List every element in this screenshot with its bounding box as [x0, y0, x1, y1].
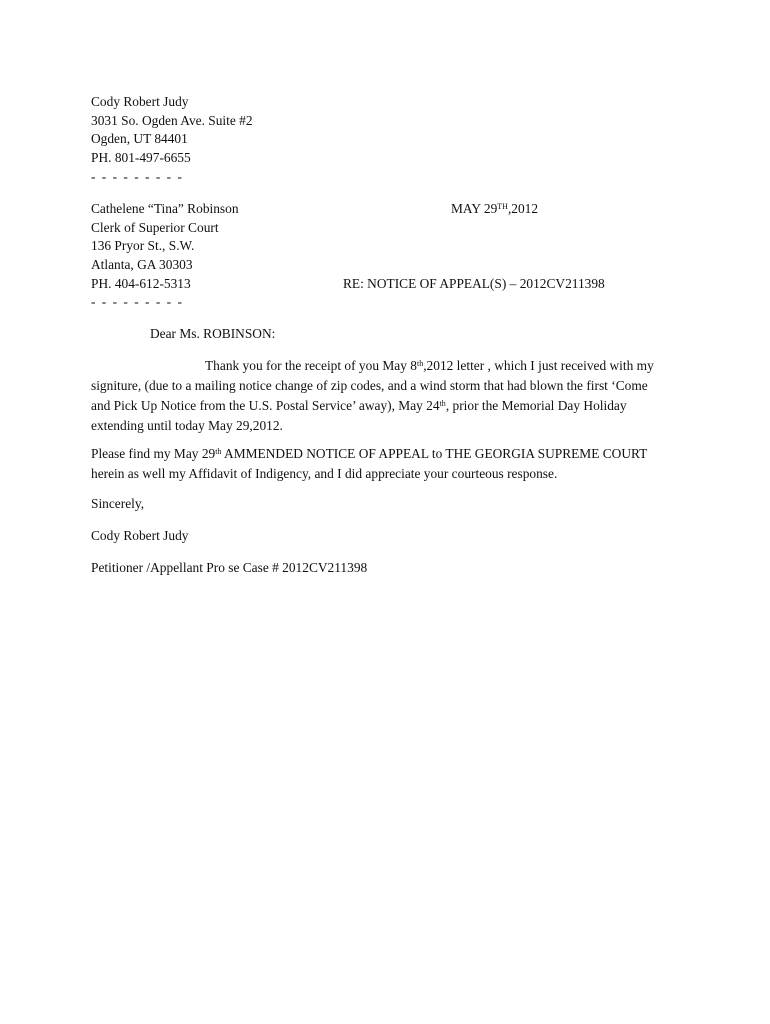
recipient-address-line1: 136 Pryor St., S.W. — [91, 238, 195, 254]
paragraph-line: signiture, (due to a mailing notice change of zip codes, and a wind storm that had blown the first ‘Come — [91, 378, 648, 393]
signature-name: Cody Robert Judy — [91, 528, 189, 543]
sender-address-line2: Ogden, UT 84401 — [91, 131, 188, 147]
paragraph-line: and Pick Up Notice from the U.S. Postal Service’ away), May 24th, prior the Memorial Day Holiday — [91, 398, 627, 413]
letter-date: MAY 29TH,2012 — [451, 201, 539, 216]
paragraph-line: Please find my May 29th AMMENDED NOTICE OF APPEAL to THE GEORGIA SUPREME COURT — [91, 446, 648, 461]
recipient-phone: PH. 404-612-5313 — [91, 275, 191, 291]
closing: Sincerely, — [91, 496, 145, 511]
body-paragraph-1 — [91, 356, 681, 436]
signature-role: Petitioner /Appellant Pro se Case # 2012CV211398 — [91, 560, 368, 575]
recipient-separator: - - - - - - - - - — [91, 294, 184, 310]
sender-address-block — [91, 92, 253, 185]
recipient-address-block — [91, 199, 239, 311]
paragraph-line: extending until today May 29,2012. — [91, 418, 283, 433]
recipient-title: Clerk of Superior Court — [91, 219, 219, 235]
sender-separator: - - - - - - - - - — [91, 168, 184, 184]
body-paragraph-2 — [91, 444, 681, 484]
sender-phone: PH. 801-497-6655 — [91, 150, 191, 166]
paragraph-line: Thank you for the receipt of you May 8th,2012 letter , which I just received with my — [205, 358, 654, 373]
paragraph-line: herein as well my Affidavit of Indigency, and I did appreciate your courteous response. — [91, 466, 558, 481]
subject-line: RE: NOTICE OF APPEAL(S) – 2012CV211398 — [343, 276, 605, 291]
salutation: Dear Ms. ROBINSON: — [150, 326, 276, 341]
recipient-address-line2: Atlanta, GA 30303 — [91, 257, 193, 273]
sender-name: Cody Robert Judy — [91, 94, 189, 109]
recipient-name: Cathelene “Tina” Robinson — [91, 201, 239, 216]
sender-address-line1: 3031 So. Ogden Ave. Suite #2 — [91, 112, 253, 128]
